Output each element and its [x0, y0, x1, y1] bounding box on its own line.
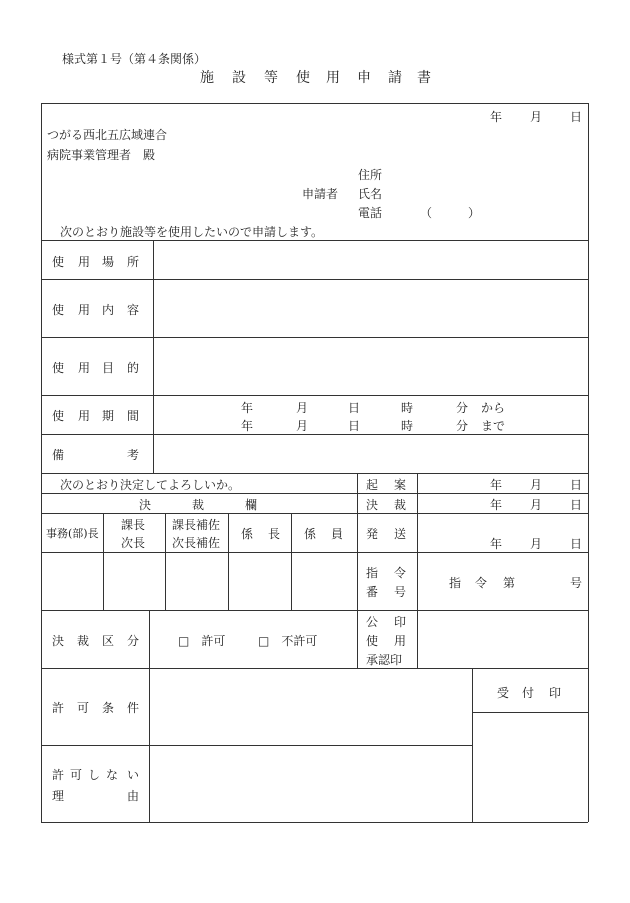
date-month: 月: [530, 110, 543, 124]
table-rule: [472, 668, 473, 822]
form-text: 日: [570, 498, 583, 512]
form-text: まで: [481, 419, 506, 433]
form-text: 用: [78, 255, 91, 269]
form-text: 時: [401, 401, 414, 415]
form-text: 分: [127, 634, 140, 648]
form-text: 係: [241, 527, 254, 541]
form-text: 決: [366, 498, 379, 512]
form-text: 発: [366, 527, 379, 541]
table-rule: [41, 610, 588, 611]
form-text: 欄: [245, 498, 258, 512]
form-text: 印: [394, 615, 407, 629]
frame-right: [588, 103, 589, 822]
form-text: 年: [490, 478, 503, 492]
role-assistant-deputy: 次長補佐: [172, 536, 221, 550]
form-text: 承認印: [366, 653, 403, 667]
form-text: 用: [78, 361, 91, 375]
form-text: から: [481, 401, 506, 415]
table-rule: [357, 473, 358, 668]
form-text: 付: [522, 686, 535, 700]
form-text: 区: [102, 634, 115, 648]
form-text: 係: [304, 527, 317, 541]
table-rule: [41, 493, 588, 494]
form-text: 許: [52, 701, 65, 715]
decision-question: 次のとおり決定してよろしいか。: [60, 478, 241, 492]
form-text: 考: [127, 448, 140, 462]
name-label: 氏名: [358, 187, 383, 201]
form-text: 年: [490, 498, 503, 512]
form-text: 日: [348, 419, 361, 433]
form-text: 年: [490, 537, 503, 551]
role-director: 事務(部)長: [46, 527, 99, 540]
form-text: 備: [52, 448, 65, 462]
form-text: 指: [449, 576, 462, 590]
form-text: 印: [549, 686, 562, 700]
title-char: 請: [388, 70, 402, 86]
form-text: 目: [102, 361, 115, 375]
form-text: 裁: [77, 634, 90, 648]
deny-checkbox[interactable]: □ 不許可: [258, 634, 318, 648]
table-rule: [41, 473, 588, 474]
form-text: 月: [296, 401, 309, 415]
form-text: 員: [331, 527, 344, 541]
title-char: 設: [232, 70, 246, 86]
title-char: 等: [264, 70, 278, 86]
form-text: 号: [570, 576, 583, 590]
title-char: 申: [357, 70, 371, 86]
form-text: 使: [52, 361, 65, 375]
form-text: 用: [78, 303, 91, 317]
form-text: 年: [241, 419, 254, 433]
role-section-chief: 課長: [121, 518, 146, 532]
form-text: し: [88, 768, 101, 782]
request-text: 次のとおり施設等を使用したいので申請します。: [60, 225, 324, 239]
form-text: 起: [366, 478, 379, 492]
form-text: 理: [52, 789, 65, 803]
table-rule: [41, 279, 588, 280]
table-rule: [41, 337, 588, 338]
phone-paren: （ ）: [420, 206, 481, 220]
form-text: 番: [366, 585, 379, 599]
form-text: 使: [52, 409, 65, 423]
phone-label: 電話: [358, 206, 383, 220]
frame-left: [41, 103, 42, 822]
form-text: 月: [296, 419, 309, 433]
table-rule: [165, 513, 166, 610]
title-char: 施: [200, 70, 214, 86]
form-text: 時: [401, 419, 414, 433]
form-text: 可: [77, 701, 90, 715]
frame-top: [41, 103, 588, 104]
form-text: な: [106, 768, 119, 782]
form-text: 期: [102, 409, 115, 423]
form-text: 用: [394, 634, 407, 648]
date-day: 日: [570, 110, 583, 124]
form-text: 日: [348, 401, 361, 415]
table-rule: [41, 240, 588, 241]
form-text: 決: [139, 498, 152, 512]
form-text: 場: [102, 255, 115, 269]
address-label: 住所: [358, 168, 383, 182]
title-char: 用: [326, 70, 340, 86]
form-number: 様式第１号（第４条関係）: [62, 52, 207, 66]
table-rule: [41, 552, 588, 553]
table-rule: [41, 668, 588, 669]
addressee-line-2: 病院事業管理者 殿: [47, 148, 156, 162]
form-text: 日: [570, 478, 583, 492]
table-rule: [417, 473, 418, 668]
table-rule: [149, 610, 150, 822]
table-rule: [291, 513, 292, 610]
applicant-label: 申請者: [302, 187, 339, 201]
form-text: 由: [127, 789, 140, 803]
form-text: 使: [366, 634, 379, 648]
date-year: 年: [490, 110, 503, 124]
form-text: 受: [497, 686, 510, 700]
form-text: 月: [530, 537, 543, 551]
form-text: 第: [503, 576, 516, 590]
form-text: 送: [394, 527, 407, 541]
form-text: 日: [570, 537, 583, 551]
title-char: 使: [296, 70, 310, 86]
form-text: 令: [475, 576, 488, 590]
table-rule: [41, 395, 588, 396]
role-deputy-director: 次長: [121, 536, 146, 550]
form-text: 裁: [394, 498, 407, 512]
form-text: 使: [52, 255, 65, 269]
form-text: 裁: [192, 498, 205, 512]
form-text: 長: [268, 527, 281, 541]
form-text: 公: [366, 615, 379, 629]
form-text: い: [127, 768, 140, 782]
table-rule: [228, 513, 229, 610]
table-rule: [41, 434, 588, 435]
frame-bottom: [41, 822, 588, 823]
form-text: 令: [394, 566, 407, 580]
form-text: 分: [456, 419, 469, 433]
form-text: 決: [52, 634, 65, 648]
form-text: 的: [127, 361, 140, 375]
form-text: 号: [394, 585, 407, 599]
form-text: 月: [530, 478, 543, 492]
addressee-line-1: つがる西北五広域連合: [47, 128, 168, 142]
form-text: 件: [127, 701, 140, 715]
form-text: 使: [52, 303, 65, 317]
form-text: 許: [52, 768, 65, 782]
form-text: 月: [530, 498, 543, 512]
form-text: 用: [78, 409, 91, 423]
table-rule: [41, 745, 472, 746]
table-rule: [41, 513, 588, 514]
table-rule: [153, 240, 154, 473]
form-text: 分: [456, 401, 469, 415]
form-text: 可: [70, 768, 83, 782]
form-text: 間: [127, 409, 140, 423]
form-text: 指: [366, 566, 379, 580]
table-rule: [103, 513, 104, 610]
form-text: 所: [127, 255, 140, 269]
role-assistant-chief: 課長補佐: [172, 518, 221, 532]
form-text: 条: [102, 701, 115, 715]
table-rule: [472, 712, 588, 713]
form-text: 年: [241, 401, 254, 415]
form-text: 内: [102, 303, 115, 317]
form-text: 容: [127, 303, 140, 317]
title-char: 書: [417, 70, 431, 86]
permit-checkbox[interactable]: □ 許可: [178, 634, 226, 648]
form-text: 案: [394, 478, 407, 492]
